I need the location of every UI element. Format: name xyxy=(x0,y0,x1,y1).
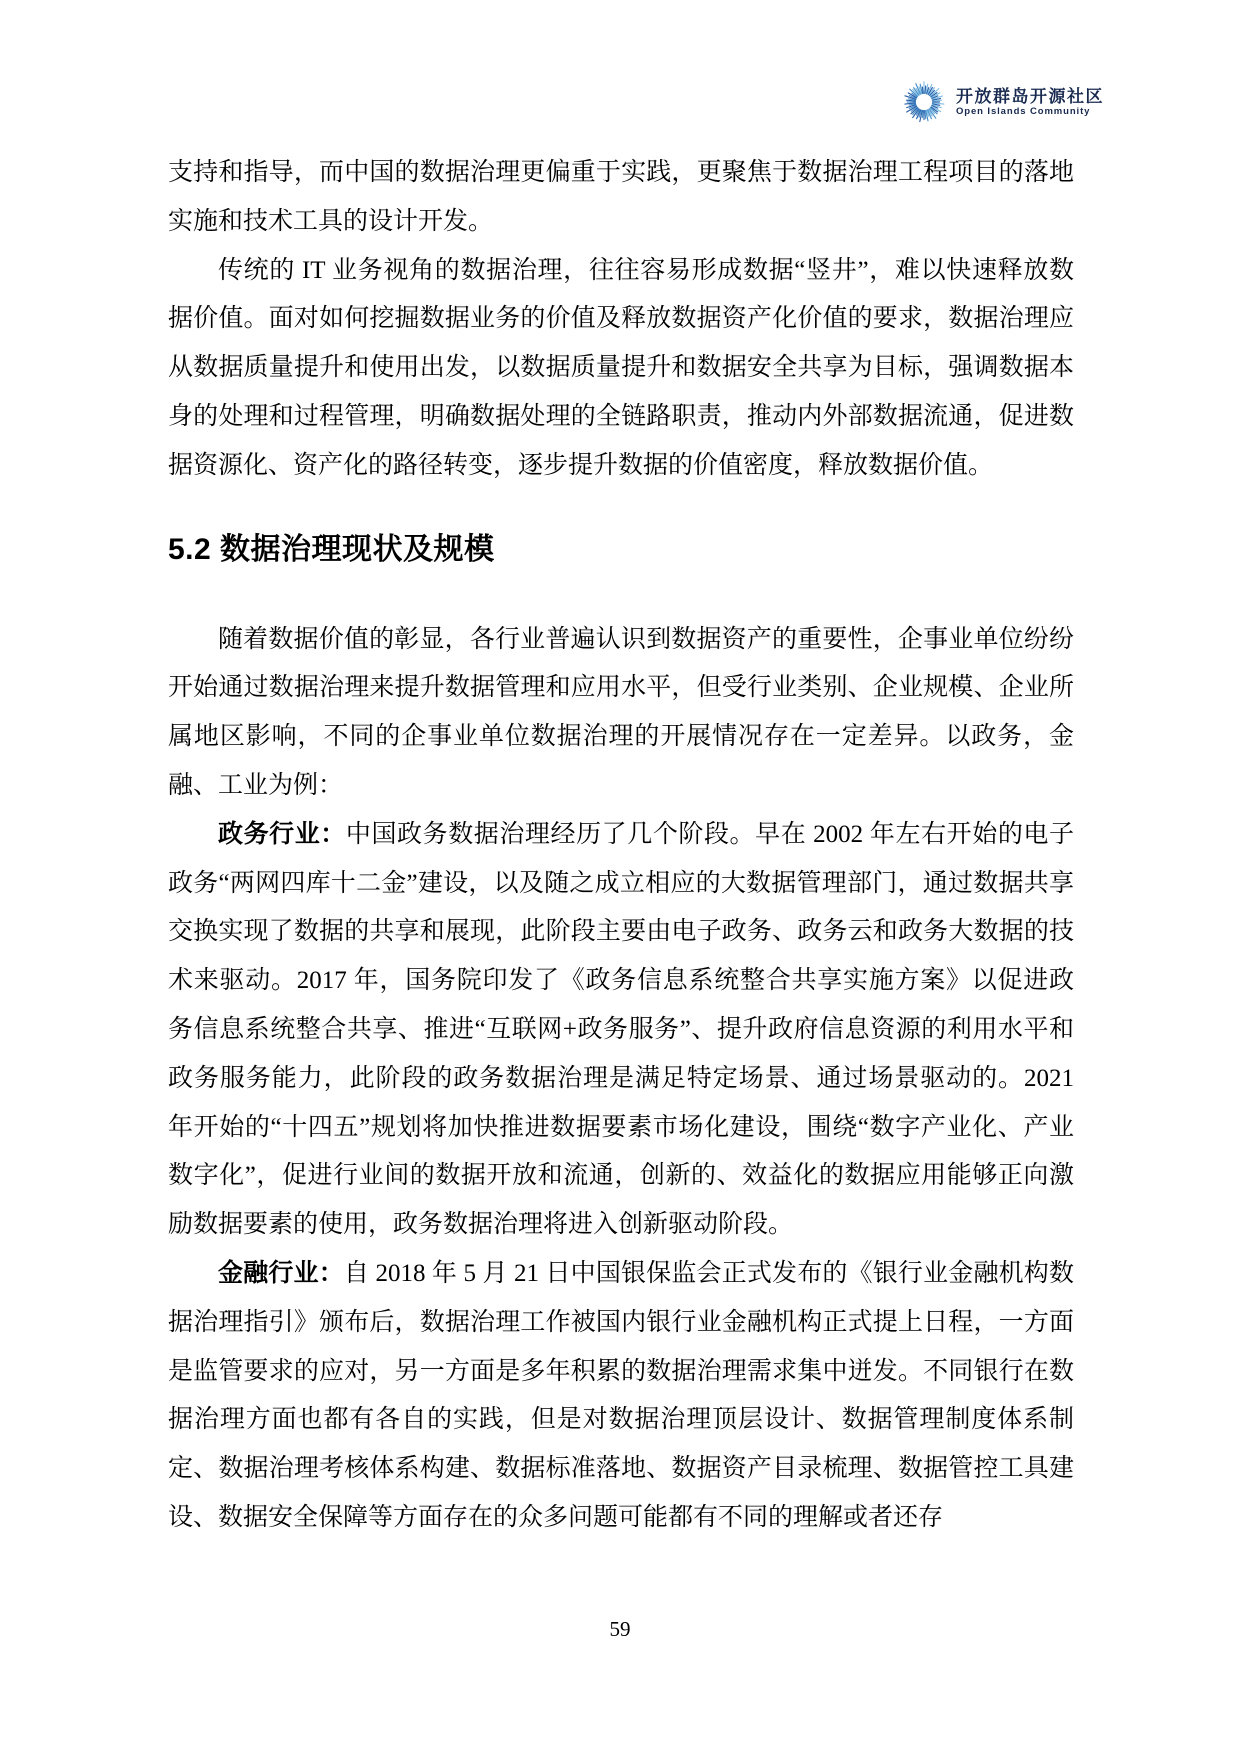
finance-industry-text: 自 2018 年 5 月 21 日中国银保监会正式发布的《银行业金融机构数据治理指引》颁布后，数据治理工作被国内银行业金融机构正式提上日程，一方面是监管要求的应对，另一方面是多年积累的数据治理需求集中迸发。不同银行在数据治理方面也都有各自的实践，但是对数据治理顶层设计、数据管理制度体系制定、数据治理考核体系构建、数据标准落地、数据资产目录梳理、数据管控工具建设、数据安全保障等方面存在的众多问题可能都有不同的理解或者还存 xyxy=(168,1259,1074,1531)
open-islands-starburst-icon xyxy=(901,79,947,125)
paragraph-finance-industry xyxy=(168,1250,1074,1543)
logo-title-zh: 开放群岛开源社区 xyxy=(956,86,1104,106)
government-industry-text: 中国政务数据治理经历了几个阶段。早在 2002 年左右开始的电子政务“两网四库十二金”建设，以及随之成立相应的大数据管理部门，通过数据共享交换实现了数据的共享和展现，此阶段主要由电子政务、政务云和政务大数据的技术来驱动。2017 年，国务院印发了《政务信息系统整合共享实施方案》以促进政务信息系统整合共享、推进“互联网+政务服务”、提升政府信息资源的利用水平和政务服务能力，此阶段的政务数据治理是满足特定场景、通过场景驱动的。2021 年开始的“十四五”规划将加快推进数据要素市场化建设，围绕“数字产业化、产业数字化”，促进行业间的数据开放和流通，创新的、效益化的数据应用能够正向激励数据要素的使用，政务数据治理将进入创新驱动阶段。 xyxy=(168,820,1074,1239)
paragraph-traditional-it-governance: 传统的 IT 业务视角的数据治理，往往容易形成数据“竖井”，难以快速释放数据价值。面对如何挖掘数据业务的价值及释放数据资产化价值的要求，数据治理应从数据质量提升和使用出发，以数据质量提升和数据安全共享为目标，强调数据本身的处理和过程管理，明确数据处理的全链路职责，推动内外部数据流通，促进数据资源化、资产化的路径转变，逐步提升数据的价值密度，释放数据价值。 xyxy=(168,256,1074,479)
paragraph-industry-overview: 随着数据价值的彰显，各行业普遍认识到数据资产的重要性，企事业单位纷纷开始通过数据治理来提升数据管理和应用水平，但受行业类别、企业规模、企业所属地区影响，不同的企事业单位数据治理的开展情况存在一定差异。以政务，金融、工业为例： xyxy=(168,625,1074,799)
paragraph-government-industry xyxy=(168,811,1074,1250)
paragraph-continuation: 支持和指导，而中国的数据治理更偏重于实践，更聚焦于数据治理工程项目的落地实施和技术工具的设计开发。 xyxy=(168,159,1074,235)
logo-wordmark xyxy=(956,87,1104,118)
finance-industry-label: 金融行业： xyxy=(218,1259,344,1287)
logo-title-en: Open Islands Community xyxy=(956,105,1091,117)
community-logo xyxy=(901,79,1104,125)
page-number: 59 xyxy=(609,1617,631,1641)
page-body xyxy=(168,149,1074,1543)
government-industry-label: 政务行业： xyxy=(218,820,346,848)
section-heading-5-2: 5.2 数据治理现状及规模 xyxy=(168,532,495,566)
